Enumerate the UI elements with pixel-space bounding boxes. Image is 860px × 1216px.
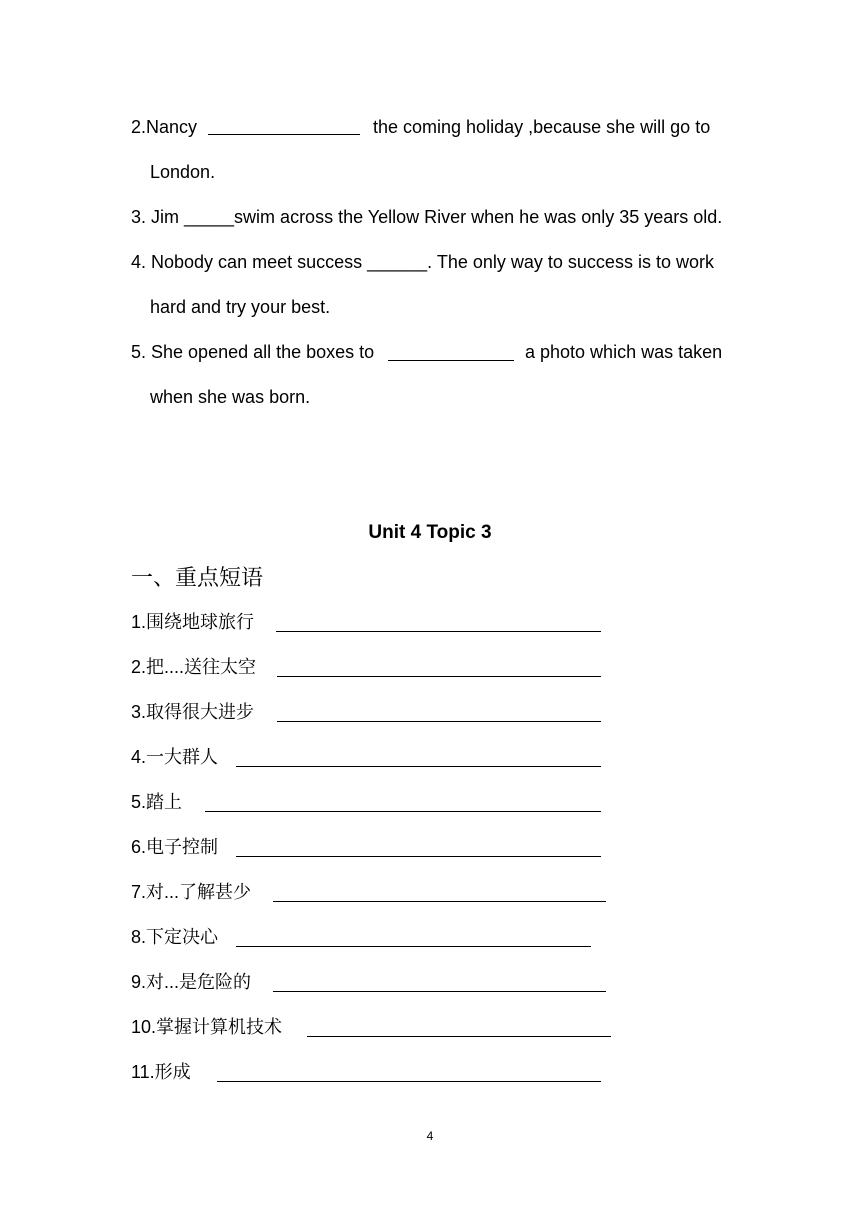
q5-continuation: when she was born. [150, 387, 311, 407]
phrase-6: 6.电子控制 [131, 837, 219, 857]
phrase-7: 7.对...了解甚少 [131, 882, 252, 902]
phrase-10: 10.掌握计算机技术 [131, 1017, 283, 1037]
phrase-7-blank[interactable] [273, 901, 606, 902]
phrase-6-blank[interactable] [236, 856, 601, 857]
q3-text: 3. Jim _____swim across the Yellow River when he was only 35 years old. [131, 207, 723, 227]
q5-answer-blank[interactable] [388, 360, 514, 361]
phrase-8: 8.下定决心 [131, 927, 219, 947]
phrase-9-blank[interactable] [273, 991, 606, 992]
unit-title: Unit 4 Topic 3 [368, 522, 492, 543]
phrase-11: 11.形成 [131, 1062, 191, 1082]
q5-suffix: a photo which was taken [525, 342, 723, 362]
page-number: 4 [426, 1129, 434, 1143]
q4-text: 4. Nobody can meet success ______. The only way to success is to work [131, 252, 714, 272]
q2-answer-blank[interactable] [208, 134, 360, 135]
phrase-5: 5.踏上 [131, 792, 183, 812]
q4-continuation: hard and try your best. [150, 297, 331, 317]
section-heading: 一、重点短语 [131, 565, 264, 590]
phrase-8-blank[interactable] [236, 946, 591, 947]
phrase-11-blank[interactable] [217, 1081, 601, 1082]
phrase-4: 4.一大群人 [131, 747, 219, 767]
phrase-1: 1.围绕地球旅行 [131, 612, 255, 632]
q2-suffix: the coming holiday ,because she will go to [373, 117, 711, 137]
phrase-1-blank[interactable] [276, 631, 601, 632]
q5-prefix: 5. She opened all the boxes to [131, 342, 375, 362]
phrase-4-blank[interactable] [236, 766, 601, 767]
phrase-5-blank[interactable] [205, 811, 601, 812]
q2-prefix: 2.Nancy [131, 117, 198, 137]
phrase-9: 9.对...是危险的 [131, 972, 252, 992]
phrase-10-blank[interactable] [307, 1036, 611, 1037]
phrase-2: 2.把....送往太空 [131, 657, 257, 677]
phrase-3-blank[interactable] [277, 721, 601, 722]
phrase-3: 3.取得很大进步 [131, 702, 255, 722]
phrase-2-blank[interactable] [277, 676, 601, 677]
q2-continuation: London. [150, 162, 216, 182]
